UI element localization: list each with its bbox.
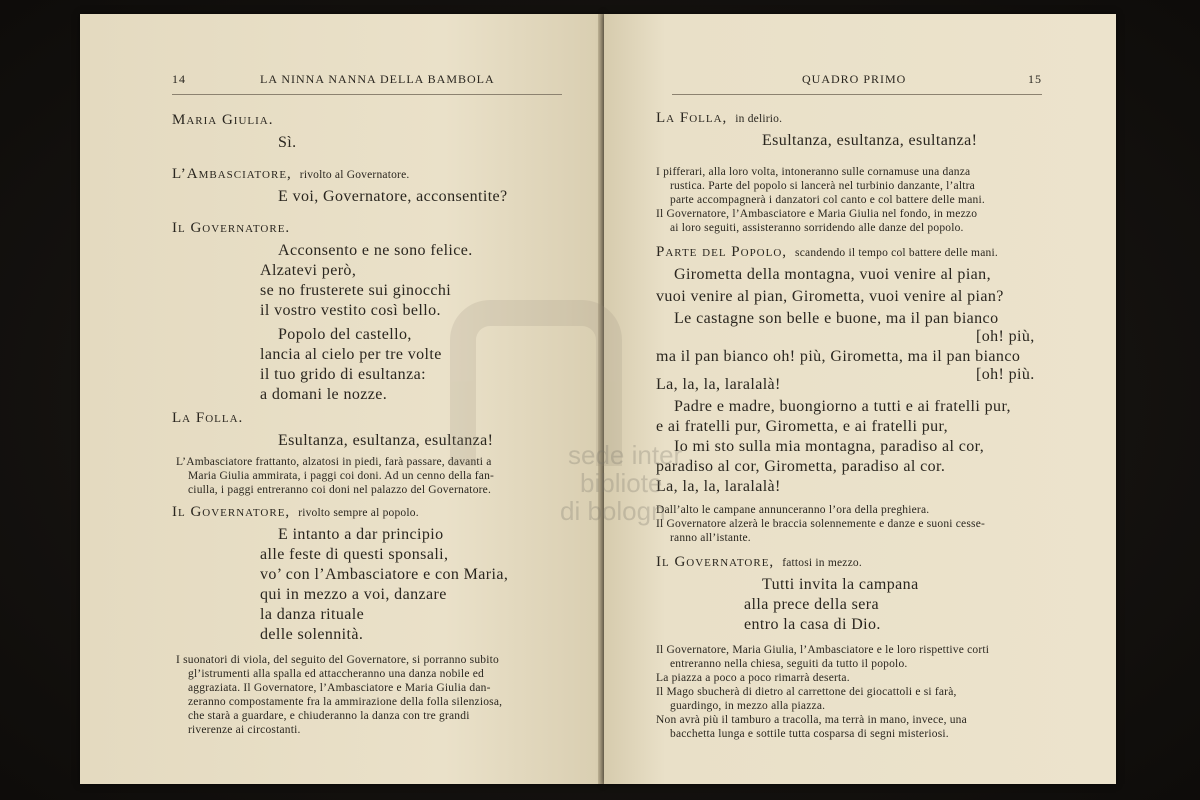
stage-direction: che starà a guardare, e chiuderanno la danza con tre grandi — [188, 710, 470, 722]
verse-line: E intanto a dar principio — [278, 526, 444, 543]
verse-line: Esultanza, esultanza, esultanza! — [278, 432, 494, 449]
verse-line: lancia al cielo per tre volte — [260, 346, 442, 363]
stage-direction: aggraziata. Il Governatore, l’Ambasciatore e Maria Giulia dan- — [188, 682, 491, 694]
speaker-direction: in delirio. — [735, 113, 783, 125]
verse-line: Sì. — [278, 134, 297, 151]
stage-direction: gl’istrumenti alla spalla ed attaccheranno una danza nobile ed — [188, 668, 484, 680]
verse-line: Girometta della montagna, vuoi venire al pian, — [674, 266, 991, 283]
speaker-label: Maria Giulia. — [172, 112, 274, 128]
speaker-name — [172, 220, 290, 237]
speaker-name — [656, 110, 782, 127]
stage-direction: Dall’alto le campane annunceranno l’ora della preghiera. — [656, 504, 930, 516]
stage-direction: Il Governatore, Maria Giulia, l’Ambasciatore e le loro rispettive corti — [656, 644, 990, 656]
verse-line: Padre e madre, buongiorno a tutti e ai fratelli pur, — [674, 398, 1011, 415]
verse-line: entro la casa di Dio. — [744, 616, 881, 633]
watermark-text: sede inter — [568, 440, 683, 470]
verse-line: a domani le nozze. — [260, 386, 388, 403]
stage-direction: La piazza a poco a poco rimarrà deserta. — [656, 672, 850, 684]
running-title: QUADRO PRIMO — [802, 72, 907, 86]
stage-direction: Maria Giulia ammirata, i paggi coi doni. Ad un cenno della fan- — [188, 470, 495, 482]
speaker-name — [656, 244, 998, 261]
verse-line: Acconsento e ne sono felice. — [278, 242, 473, 259]
watermark-text: bibliote — [580, 468, 663, 498]
speaker-label: La Folla. — [172, 410, 244, 426]
stage-direction: ai loro seguiti, assisteranno sorridendo alle danze del popolo. — [670, 222, 964, 234]
stage-direction: Il Governatore alzerà le braccia solennemente e danze e suoni cesse- — [656, 518, 986, 530]
stage-direction: ranno all’istante. — [670, 532, 751, 544]
verse-line: Esultanza, esultanza, esultanza! — [762, 132, 978, 149]
verse-line: ma il pan bianco oh! più, Girometta, ma il pan bianco — [656, 348, 1021, 365]
verse-line: Io mi sto sulla mia montagna, paradiso al cor, — [674, 438, 985, 455]
verse-line: vo’ con l’Ambasciatore e con Maria, — [260, 566, 509, 583]
verse-line: qui in mezzo a voi, danzare — [260, 586, 447, 603]
speaker-name — [172, 504, 419, 521]
speaker-label: Il Governatore, — [172, 504, 291, 520]
stage-direction: zeranno compostamente fra la ammirazione della folla silenziosa, — [188, 696, 503, 708]
page-number: 14 — [172, 72, 186, 86]
verse-line: [oh! più, — [976, 328, 1035, 345]
verse-line: e ai fratelli pur, Girometta, e ai fratelli pur, — [656, 418, 949, 435]
stage-direction: bacchetta lunga e sottile tutta cosparsa di segni misteriosi. — [670, 728, 949, 740]
verse-line: Le castagne son belle e buone, ma il pan bianco — [674, 310, 999, 327]
speaker-direction: fattosi in mezzo. — [782, 557, 862, 569]
speaker-label: Il Governatore, — [656, 554, 775, 570]
verse-line: alle feste di questi sponsali, — [260, 546, 449, 563]
verse-line: se no frusterete sui ginocchi — [260, 282, 452, 299]
verse-line: Popolo del castello, — [278, 326, 412, 343]
right-header — [672, 72, 1042, 95]
stage-direction: guardingo, in mezzo alla piazza. — [670, 700, 826, 712]
verse-line: Tutti invita la campana — [762, 576, 919, 593]
stage-direction: L’Ambasciatore frattanto, alzatosi in piedi, farà passare, davanti a — [176, 456, 492, 468]
verse-line: il vostro vestito così bello. — [260, 302, 441, 319]
verse-line: La, la, la, laralalà! — [656, 376, 781, 393]
stage-direction: parte accompagnerà i danzatori col canto e col battere delle mani. — [670, 194, 985, 206]
right-page — [604, 14, 1116, 784]
verse-line: [oh! più. — [976, 366, 1035, 383]
speaker-name — [172, 112, 274, 129]
watermark-text: di bologn — [560, 496, 666, 526]
running-title: LA NINNA NANNA DELLA BAMBOLA — [260, 72, 495, 86]
stage-direction: riverenze ai circostanti. — [188, 724, 301, 736]
stage-direction: I pifferari, alla loro volta, intoneranno sulle cornamuse una danza — [656, 166, 971, 178]
stage-direction: Il Governatore, l’Ambasciatore e Maria Giulia nel fondo, in mezzo — [656, 208, 978, 220]
stage-direction: ciulla, i paggi entreranno coi doni nel palazzo del Governatore. — [188, 484, 492, 496]
stage-direction: entreranno nella chiesa, seguiti da tutto il popolo. — [670, 658, 908, 670]
speaker-direction: rivolto sempre al popolo. — [298, 507, 419, 519]
speaker-label: La Folla, — [656, 110, 728, 126]
speaker-direction: rivolto al Governatore. — [299, 169, 410, 181]
speaker-label: L’Ambasciatore, — [172, 166, 292, 182]
stage-direction: rustica. Parte del popolo si lancerà nel turbinio danzante, l’altra — [670, 180, 975, 192]
speaker-name — [656, 554, 862, 571]
left-header — [172, 72, 562, 95]
stage-direction: I suonatori di viola, del seguito del Governatore, si porranno subito — [176, 654, 499, 666]
speaker-name — [172, 166, 409, 183]
speaker-label: Parte del Popolo, — [656, 244, 788, 260]
speaker-label: Il Governatore. — [172, 220, 291, 236]
verse-line: la danza rituale — [260, 606, 365, 623]
speaker-direction: scandendo il tempo col battere delle mani. — [795, 247, 998, 259]
verse-line: vuoi venire al pian, Girometta, vuoi venire al pian? — [656, 288, 1004, 305]
verse-line: E voi, Governatore, acconsentite? — [278, 188, 508, 205]
verse-line: La, la, la, laralalà! — [656, 478, 781, 495]
verse-line: alla prece della sera — [744, 596, 879, 613]
verse-line: paradiso al cor, Girometta, paradiso al cor. — [656, 458, 946, 475]
verse-line: Alzatevi però, — [260, 262, 357, 279]
stage-direction: Non avrà più il tamburo a tracolla, ma terrà in mano, invece, una — [656, 714, 967, 726]
speaker-name — [172, 410, 243, 427]
verse-line: il tuo grido di esultanza: — [260, 366, 426, 383]
stage-direction: Il Mago sbucherà di dietro al carrettone dei giocattoli e si farà, — [656, 686, 957, 698]
verse-line: delle solennità. — [260, 626, 364, 643]
page-number: 15 — [1028, 72, 1042, 86]
